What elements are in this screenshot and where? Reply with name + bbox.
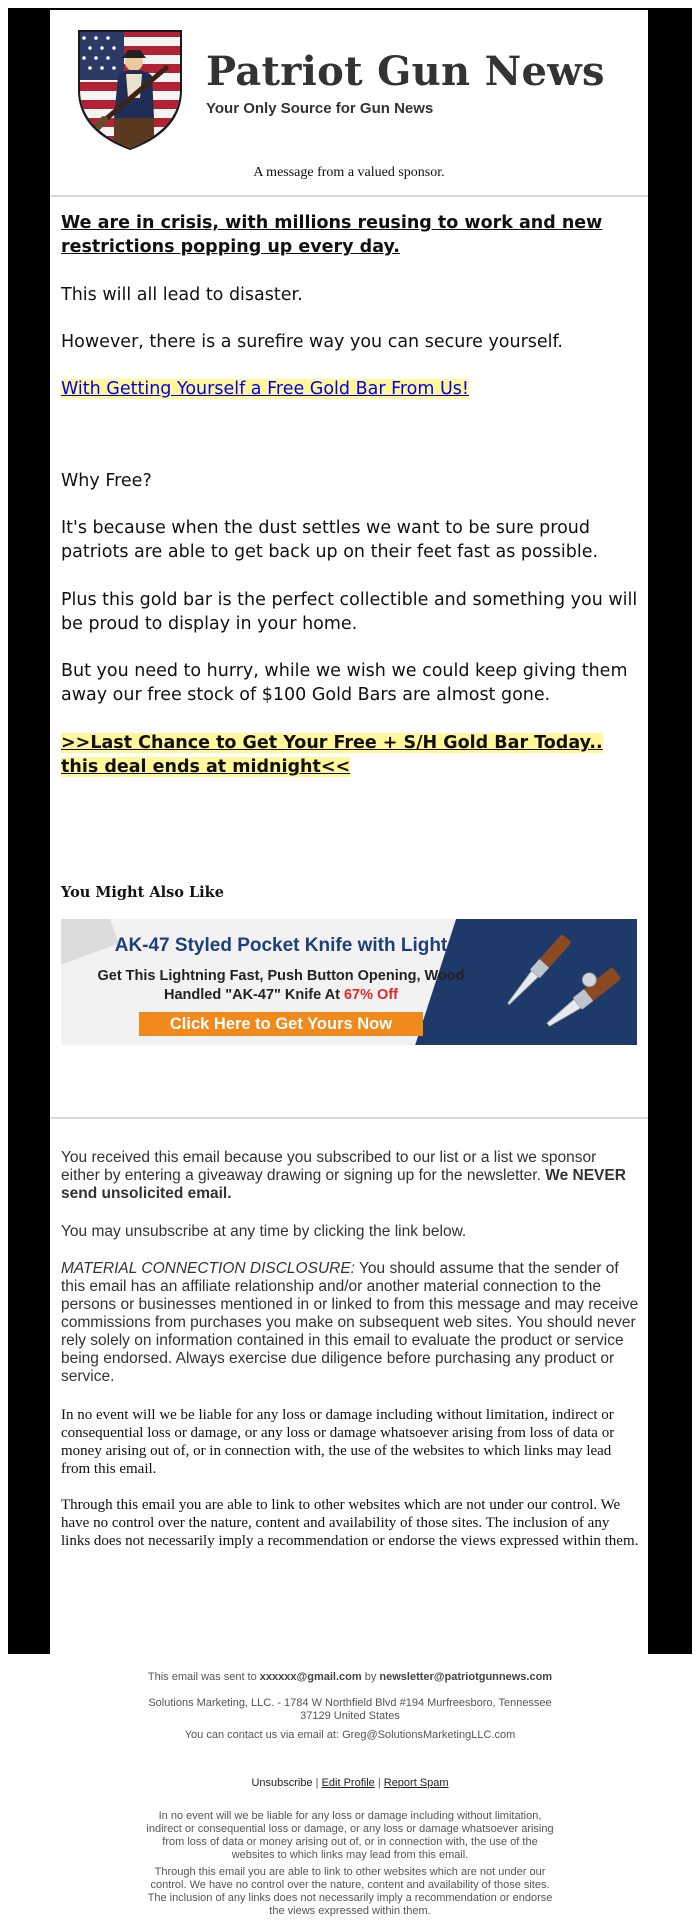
banner-line-1: Get This Lightning Fast, Push Button Opening, Wood	[97, 968, 465, 984]
sent-to-line	[140, 1671, 560, 1684]
subscription-notice	[61, 1149, 639, 1203]
divider	[50, 1117, 648, 1119]
sender-email: newsletter@patriotgunnews.com	[379, 1671, 553, 1683]
article-headline-block	[61, 211, 639, 259]
brand-title: Patriot Gun News	[206, 48, 605, 95]
bottom-links-note: Through this email you are able to link to other websites which are not under our control. We have no control over the nature, content and availability of those sites. The inclusion of any links does not necessarily imply a recommendation or endorse the views expressed within them.	[147, 1866, 553, 1917]
external-links-block	[61, 1496, 639, 1550]
banner-title: AK-47 Styled Pocket Knife with Light	[114, 935, 448, 956]
link-separator: |	[315, 1777, 319, 1789]
no-unsolicited-note: We NEVER send unsolicited email.	[61, 1167, 626, 1202]
brand-tagline: Your Only Source for Gun News	[206, 100, 434, 117]
banner-subtitle	[61, 967, 501, 1005]
unsubscribe-note-block	[61, 1223, 639, 1241]
footer-links	[140, 1777, 560, 1790]
sponsor-note: A message from a valued sponsor.	[253, 165, 445, 180]
article-cta-block	[61, 731, 639, 779]
article-headline: We are in crisis, with millions reusing to work and new restrictions popping up every day.	[61, 213, 603, 257]
patriot-minuteman-shield-icon	[74, 28, 186, 150]
pocket-knife-icon	[507, 927, 631, 1039]
disclosure-text: You should assume that the sender of this email has an affiliate relationship and/or another material connection to the persons or businesses mentioned in or linked to from this message and may receive commissions from purchases you make on subsequent web sites. You should never rely solely on information contained in this email to evaluate the product or service being endorsed. Always exercise due diligence before purchasing any product or service.	[61, 1260, 639, 1385]
divider	[50, 195, 648, 197]
sent-by-word: by	[364, 1671, 377, 1683]
bottom-liability: In no event will we be liable for any loss or damage including without limitation, indirect or consequential loss or damage, or any loss or damage whatsoever arising from loss of data or money arising out of, or in connection with, the use of the websites to which links may lead from this email.	[146, 1810, 554, 1861]
edit-profile-link[interactable]: Edit Profile	[321, 1777, 375, 1789]
liability-block	[61, 1406, 639, 1478]
article-para-1	[61, 283, 639, 307]
article-text: However, there is a surefire way you can secure yourself.	[61, 332, 563, 352]
subscription-text: You received this email because you subscribed to our list or a list we sponsor either by entering a giveaway drawing or signing up for the newsletter.	[61, 1149, 597, 1184]
article-para-5	[61, 588, 639, 636]
external-links-text: Through this email you are able to link to other websites which are not under our control. We have no control over the nature, content and availability of those sites. The inclusion of any links does not necessarily imply a recommendation or endorse the views expressed within them.	[61, 1497, 639, 1549]
article-para-6	[61, 659, 639, 707]
article-text: Plus this gold bar is the perfect collectible and something you will be proud to display in your home.	[61, 590, 638, 634]
article-para-4	[61, 516, 639, 564]
article-para-3	[61, 469, 639, 493]
article-text: It's because when the dust settles we want to be sure proud patriots are able to get back up on their feet fast as possible.	[61, 518, 599, 562]
company-address: Solutions Marketing, LLC. - 1784 W Northfield Blvd #194 Murfreesboro, Tennessee 37129 United States	[148, 1697, 552, 1722]
disclosure-block	[61, 1260, 639, 1386]
disclosure-label: MATERIAL CONNECTION DISCLOSURE:	[61, 1260, 355, 1277]
recipient-email: xxxxxx@gmail.com	[259, 1671, 362, 1683]
contact-line: You can contact us via email at: Greg@SolutionsMarketingLLC.com	[184, 1729, 516, 1741]
article-text: But you need to hurry, while we wish we could keep giving them away our free stock of $100 Gold Bars are almost gone.	[61, 661, 628, 705]
free-gold-bar-link[interactable]: With Getting Yourself a Free Gold Bar From Us!	[61, 379, 469, 399]
banner-line-2-text: Handled "AK-47" Knife At	[164, 987, 344, 1003]
unsubscribe-link[interactable]: Unsubscribe	[251, 1777, 313, 1789]
unsubscribe-note: You may unsubscribe at any time by clicking the link below.	[61, 1223, 467, 1240]
liability-text: In no event will we be liable for any loss or damage including without limitation, indirect or consequential loss or damage, or any loss or damage whatsoever arising from loss of data or money arising out of, or in connection with, the use of the websites to which links may lead from this email.	[61, 1407, 615, 1477]
banner-line-2	[61, 986, 501, 1005]
report-spam-link[interactable]: Report Spam	[383, 1777, 449, 1789]
last-chance-cta-link[interactable]: >>Last Chance to Get Your Free + S/H Gold Bar Today.. this deal ends at midnight<<	[61, 733, 603, 777]
also-like-heading: You Might Also Like	[61, 884, 224, 901]
article-para-2	[61, 330, 639, 354]
sent-prefix: This email was sent to	[147, 1671, 257, 1683]
link-separator: |	[377, 1777, 381, 1789]
article-text: This will all lead to disaster.	[61, 285, 303, 305]
knife-promo-banner[interactable]	[61, 919, 637, 1045]
banner-discount: 67% Off	[343, 987, 398, 1003]
get-yours-button[interactable]: Click Here to Get Yours Now	[139, 1012, 423, 1036]
article-text: Why Free?	[61, 471, 152, 491]
article-link-block	[61, 377, 639, 401]
